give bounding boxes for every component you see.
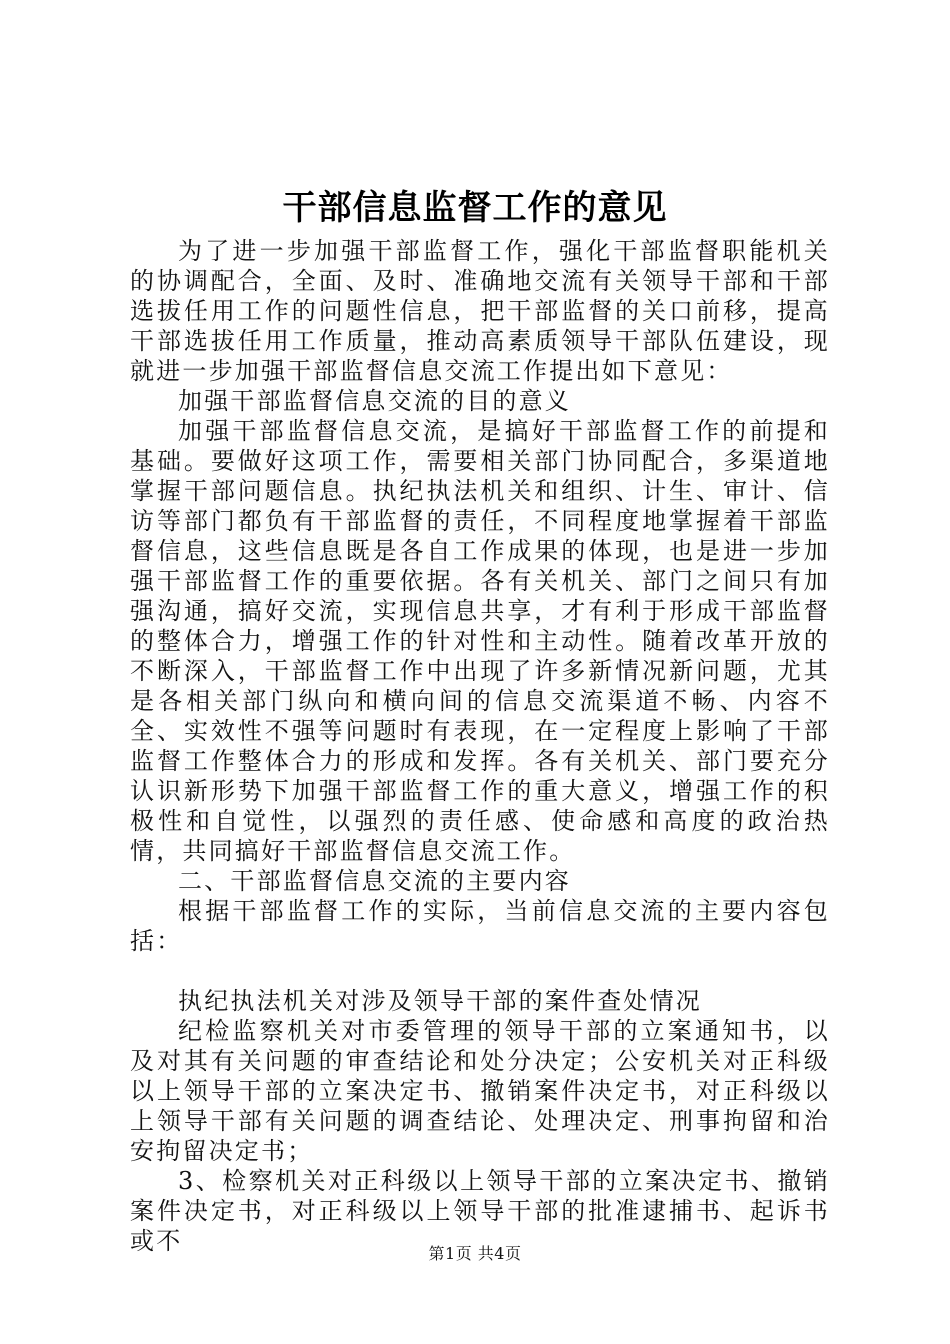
subsection-heading-cases: 执纪执法机关对涉及领导干部的案件查处情况: [178, 987, 702, 1015]
section-heading-purpose: 加强干部监督信息交流的目的意义: [178, 387, 571, 415]
section-heading-content: 二、干部监督信息交流的主要内容: [178, 867, 571, 895]
content-intro-paragraph: 根据干部监督工作的实际，当前信息交流的主要内容包括：: [130, 897, 830, 955]
purpose-paragraph: 加强干部监督信息交流，是搞好干部监督工作的前提和基础。要做好这项工作，需要相关部门协同配合，多渠道地掌握干部问题信息。执纪执法机关和组织、计生、审计、信访等部门都负有干部监督的责任，不同程度地掌握着干部监督信息，这些信息既是各自工作成果的体现，也是进一步加强干部监督工作的重要依据。各有关机关、部门之间只有加强沟通，搞好交流，实现信息共享，才有利于形成干部监督的整体合力，增强工作的针对性和主动性。随着改革开放的不断深入，干部监督工作中出现了许多新情况新问题，尤其是各相关部门纵向和横向间的信息交流渠道不畅、内容不全、实效性不强等问题时有表现，在一定程度上影响了干部监督工作整体合力的形成和发挥。各有关机关、部门要充分认识新形势下加强干部监督工作的重大意义，增强工作的积极性和自觉性，以强烈的责任感、使命感和高度的政治热情，共同搞好干部监督信息交流工作。: [130, 417, 830, 865]
page-title: 干部信息监督工作的意见: [282, 188, 668, 228]
procuratorate-paragraph: 3、检察机关对正科级以上领导干部的立案决定书、撤销案件决定书，对正科级以上领导干部的批准逮捕书、起诉书或不: [130, 1167, 830, 1255]
page-footer: 第1页 共4页: [428, 1244, 522, 1263]
document-body: [130, 236, 830, 1256]
cases-paragraph: 纪检监察机关对市委管理的领导干部的立案通知书，以及对其有关问题的审查结论和处分决定；公安机关对正科级以上领导干部的立案决定书、撤销案件决定书，对正科级以上领导干部有关问题的调查结论、处理决定、刑事拘留和治安拘留决定书；: [130, 1017, 830, 1165]
intro-paragraph: 为了进一步加强干部监督工作，强化干部监督职能机关的协调配合，全面、及时、准确地交流有关领导干部和干部选拔任用工作的问题性信息，把干部监督的关口前移，提高干部选拔任用工作质量，推动高素质领导干部队伍建设，现就进一步加强干部监督信息交流工作提出如下意见：: [130, 237, 830, 385]
